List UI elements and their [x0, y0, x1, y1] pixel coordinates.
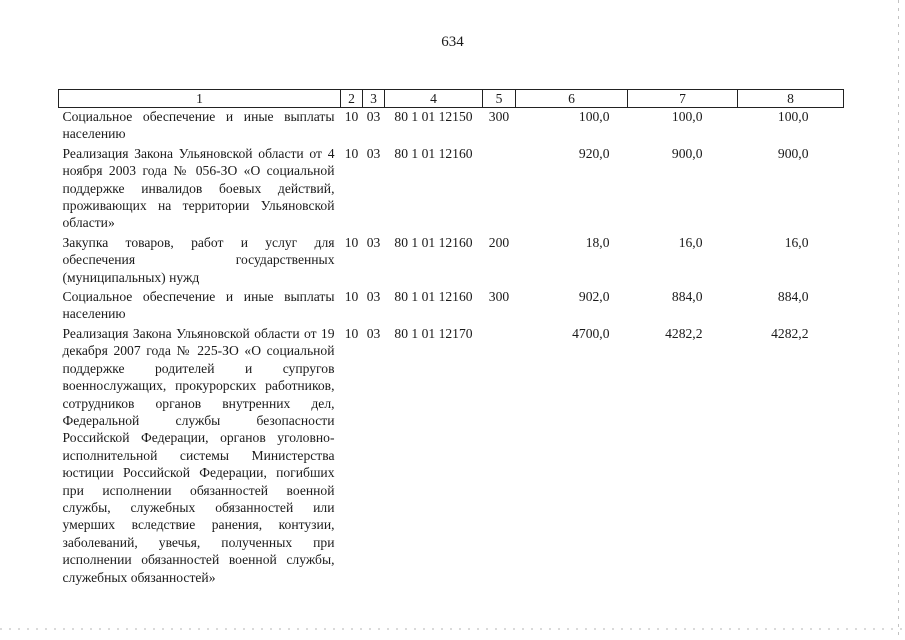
header-col-8: 8 — [738, 90, 844, 108]
header-col-1: 1 — [59, 90, 341, 108]
row-name: Социальное обеспечение и иные выплаты населению — [62, 289, 335, 322]
row-subsection: 03 — [366, 234, 381, 250]
row-target-article: 80 1 01 12170 — [394, 325, 473, 341]
header-col-4: 4 — [385, 90, 483, 108]
row-name: Социальное обеспечение и иные выплаты населению — [62, 109, 335, 142]
row-target-article: 80 1 01 12150 — [394, 109, 473, 124]
row-amount-8: 900,0 — [777, 145, 809, 161]
row-amount-8: 100,0 — [777, 109, 809, 124]
row-subsection: 03 — [366, 289, 381, 305]
header-col-7: 7 — [628, 90, 738, 108]
row-name: Закупка товаров, работ и услуг для обеспечения государственных (муниципальных) нужд — [62, 234, 335, 285]
row-amount-6: 100,0 — [578, 109, 610, 124]
row-section: 10 — [344, 145, 359, 161]
row-section: 10 — [344, 109, 359, 124]
row-section: 10 — [344, 234, 359, 250]
row-name: Реализация Закона Ульяновской области от 19 декабря 2007 года № 225-ЗО «О социальной поддержке родителей и супругов военнослужащих, прокурорских работников, сотрудников органов внутренних дел, Федеральной службы безопасности Российской Федерации, органов уголовно-исполнительной системы Министерства юстиции Российской Федерации, погибших при исполнении обязанностей военной службы, служебных обязанностей или умерших вследствие ранения, контузии, заболеваний, увечья, полученных при исполнении обязанностей военной службы, служебных обязанностей» — [62, 325, 335, 585]
page-number: 634 — [441, 34, 464, 50]
scan-edge-artifact — [898, 0, 899, 640]
table-row — [59, 288, 844, 325]
table-row — [59, 234, 844, 288]
header-col-5: 5 — [483, 90, 516, 108]
row-expense-type: 300 — [488, 289, 510, 305]
row-amount-7: 100,0 — [671, 109, 703, 124]
row-target-article: 80 1 01 12160 — [394, 289, 473, 305]
table-row — [59, 325, 844, 588]
scan-margin-artifact — [0, 628, 905, 630]
header-col-6: 6 — [516, 90, 628, 108]
row-expense-type: 300 — [488, 109, 510, 124]
table-header-row — [59, 90, 844, 108]
row-subsection: 03 — [366, 145, 381, 161]
row-expense-type — [483, 145, 516, 234]
row-amount-6: 4700,0 — [572, 325, 610, 341]
budget-table — [58, 89, 844, 588]
row-amount-8: 4282,2 — [771, 325, 809, 341]
row-amount-7: 16,0 — [678, 234, 703, 250]
row-expense-type — [483, 325, 516, 588]
row-amount-7: 4282,2 — [665, 325, 703, 341]
table-row — [59, 108, 844, 145]
row-amount-7: 884,0 — [671, 289, 703, 305]
row-expense-type: 200 — [488, 234, 510, 250]
row-subsection: 03 — [366, 325, 381, 341]
row-amount-6: 902,0 — [578, 289, 610, 305]
table-row — [59, 145, 844, 234]
header-col-3: 3 — [363, 90, 385, 108]
row-amount-8: 884,0 — [777, 289, 809, 305]
row-amount-6: 920,0 — [578, 145, 610, 161]
row-target-article: 80 1 01 12160 — [394, 234, 473, 250]
row-subsection: 03 — [366, 109, 381, 124]
row-amount-6: 18,0 — [585, 234, 610, 250]
row-amount-7: 900,0 — [671, 145, 703, 161]
row-section: 10 — [344, 289, 359, 305]
row-amount-8: 16,0 — [784, 234, 809, 250]
row-name: Реализация Закона Ульяновской области от 4 ноября 2003 года № 056-ЗО «О социальной поддержке инвалидов боевых действий, проживающих на территории Ульяновской области» — [62, 145, 335, 231]
header-col-2: 2 — [341, 90, 363, 108]
row-target-article: 80 1 01 12160 — [394, 145, 473, 161]
row-section: 10 — [344, 325, 359, 341]
